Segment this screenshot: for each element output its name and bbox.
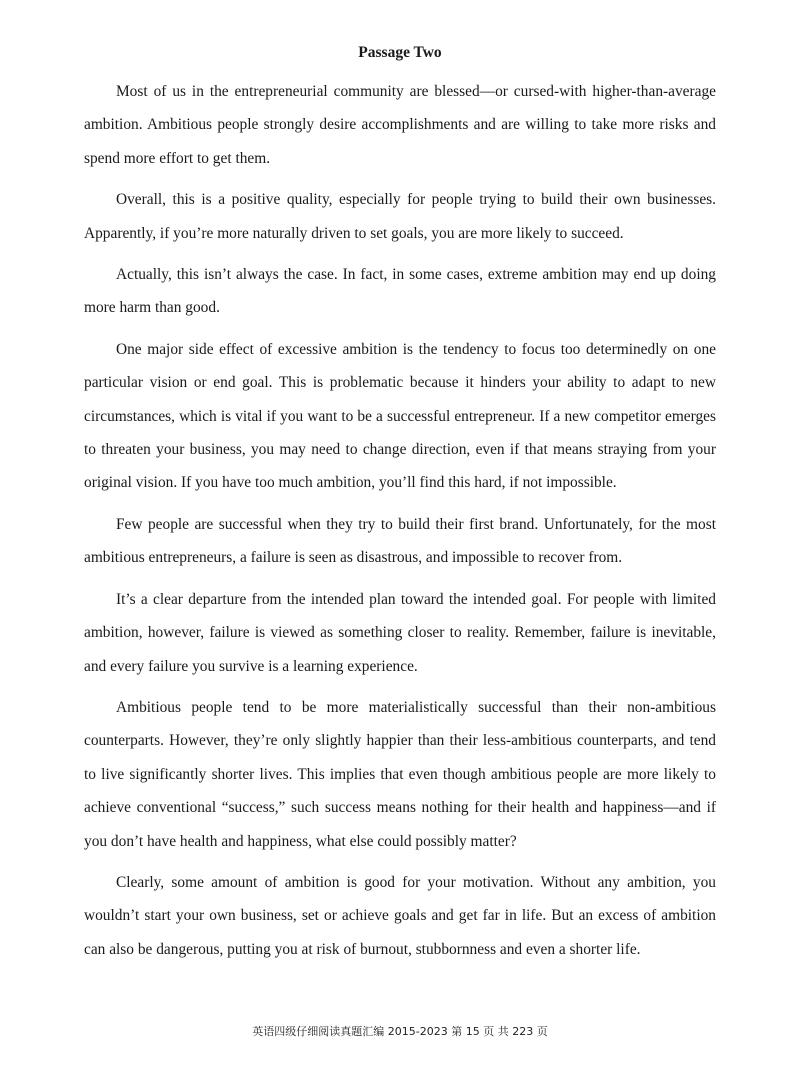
passage-title: Passage Two — [358, 44, 442, 61]
paragraph: One major side effect of excessive ambition is the tendency to focus too determinedly on one particular vision or end goal. This is problematic because it hinders your ability to adapt to new circumstances, which is vital if you want to be a successful entrepreneur. If a new competitor emerges to threaten your business, you may need to change direction, even if that means straying from your original vision. If you have too much ambition, you’ll find this hard, if not impossible. — [84, 340, 716, 492]
paragraph: Overall, this is a positive quality, especially for people trying to build their own businesses. Apparently, if you’re more naturally driven to set goals, you are more likely to succeed. — [84, 191, 716, 242]
passage-body — [84, 75, 716, 974]
paragraph: Most of us in the entrepreneurial community are blessed—or cursed-with higher-than-average ambition. Ambitious people strongly desire accomplishments and are willing to take more risks and spend more effort to get them. — [84, 83, 716, 167]
paragraph: Clearly, some amount of ambition is good for your motivation. Without any ambition, you wouldn’t start your own business, set or achieve goals and get far in life. But an excess of ambition can also be dangerous, putting you at risk of burnout, stubbornness and even a shorter life. — [84, 873, 716, 958]
paragraph: Ambitious people tend to be more materialistically successful than their non-ambitious counterparts. However, they’re only slightly happier than their less-ambitious counterparts, and tend to live significantly shorter lives. This implies that even though ambitious people are more likely to achieve conventional “success,” such success means nothing for their health and happiness—and if you don’t have health and happiness, what else could possibly matter? — [84, 698, 716, 850]
paragraph: Actually, this isn’t always the case. In fact, in some cases, extreme ambition may end up doing more harm than good. — [84, 266, 716, 317]
paragraph: Few people are successful when they try to build their first brand. Unfortunately, for the most ambitious entrepreneurs, a failure is seen as disastrous, and impossible to recover from. — [84, 515, 716, 567]
paragraph: It’s a clear departure from the intended plan toward the intended goal. For people with limited ambition, however, failure is viewed as something closer to reality. Remember, failure is inevitable, and every failure you survive is a learning experience. — [84, 590, 716, 675]
page-footer: 英语四级仔细阅读真题汇编 2015-2023 第 15 页 共 223 页 — [252, 1025, 548, 1038]
